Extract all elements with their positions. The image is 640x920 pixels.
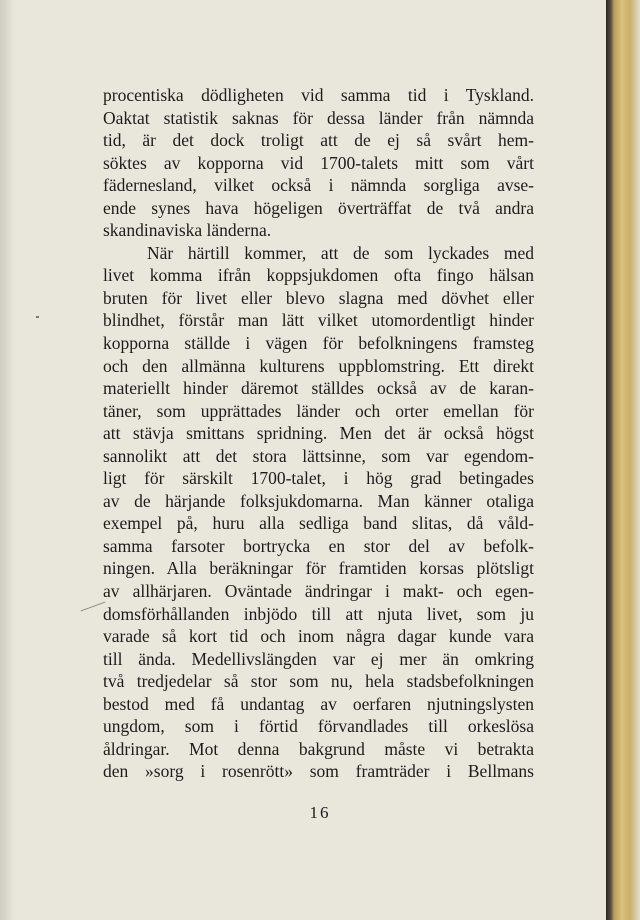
text-line: sannolikt att det stora lättsinne, som var egendom- [103, 445, 534, 466]
text-line: När härtill kommer, att de som lyckades med [147, 242, 534, 263]
text-line: bruten för livet eller blevo slagna med dövhet eller [103, 287, 534, 308]
page-number: 16 [309, 803, 331, 822]
text-line: procentiska dödligheten vid samma tid i Tyskland. [103, 85, 534, 105]
text-line: ningen. Alla beräkningar för framtiden korsas plötsligt [103, 558, 534, 579]
text-line: den »sorg i rosenrött» som framträder i Bellmans [103, 761, 534, 782]
book-edge [606, 0, 640, 920]
text-line: ende synes hava högeligen överträffat de två andra [103, 197, 534, 218]
text-line: att stävja smittans spridning. Men det är också högst [103, 423, 534, 444]
pencil-mark [81, 602, 106, 612]
text-line: åldringar. Mot denna bakgrund måste vi betrakta [103, 738, 534, 759]
text-line: till ända. Medellivslängden var ej mer än omkring [103, 648, 534, 669]
text-line: domsförhållanden inbjödo till att njuta livet, som ju [103, 603, 534, 624]
text-line: skandinaviska länderna. [103, 220, 272, 241]
text-line: samma farsoter bortrycka en stor del av befolk- [103, 535, 534, 556]
text-line: av allhärjaren. Oväntade ändringar i makt- och egen- [103, 581, 534, 602]
text-line: bestod med få undantag av oerfaren njutningslysten [103, 693, 534, 714]
text-line: av de härjande folksjukdomarna. Man känner otaliga [103, 490, 534, 511]
text-line: kopporna ställde i vägen för befolkningens framsteg [103, 333, 534, 354]
text-line: fädernesland, vilket också i nämnda sorgliga avse- [103, 175, 534, 196]
text-line: exempel på, huru alla sedliga band slitas, då våld- [103, 513, 534, 534]
body-text [103, 84, 534, 783]
text-line: och den allmänna kulturens uppblomstring. Ett direkt [103, 355, 534, 376]
text-line: ungdom, som i förtid förvandlades till orkeslösa [103, 716, 534, 737]
text-line: två tredjedelar så stor som nu, hela stadsbefolkningen [103, 671, 534, 692]
text-line: söktes av kopporna vid 1700-talets mitt som vårt [103, 152, 534, 173]
text-line: ligt för särskilt 1700-talet, i hög grad betingades [103, 468, 534, 489]
text-line: Oaktat statistik saknas för dessa länder från nämnda [103, 107, 534, 128]
text-line: varade så kort tid och inom några dagar kunde vara [103, 626, 534, 647]
text-line: blindhet, förstår man lätt vilket utomordentligt hinder [103, 310, 534, 331]
text-line: tid, är det dock troligt att de ej så svårt hem- [103, 130, 534, 151]
text-line: täner, som upprättades länder och orter emellan för [103, 400, 534, 421]
text-line: livet komma ifrån koppsjukdomen ofta fingo hälsan [103, 265, 534, 286]
text-line: materiellt hinder däremot ställdes också av de karan- [103, 378, 534, 399]
ink-speck [36, 316, 39, 318]
